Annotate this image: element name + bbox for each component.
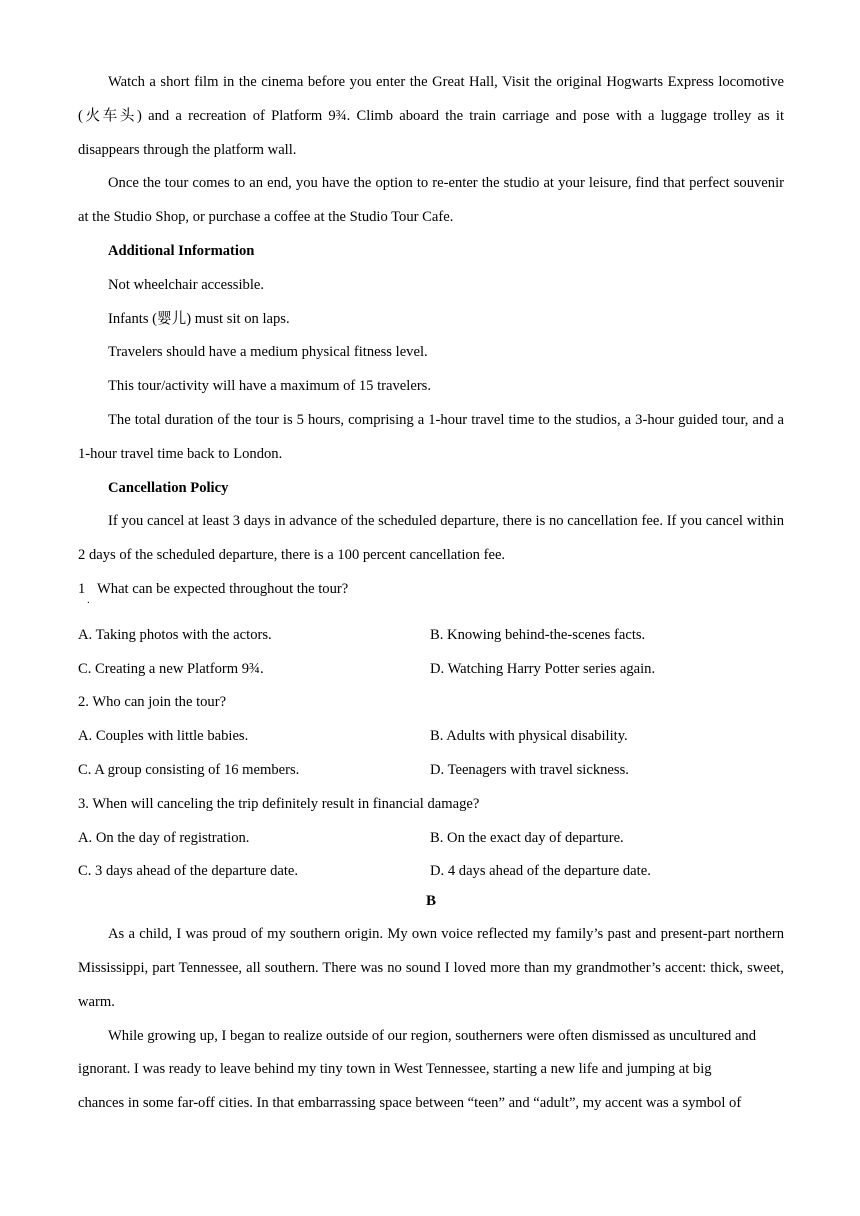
question-2-option-a: A. Couples with little babies. xyxy=(78,728,249,745)
additional-info-heading: Additional Information xyxy=(108,242,255,259)
question-3-options xyxy=(78,822,784,890)
question-1-option-b: B. Knowing behind-the-scenes facts. xyxy=(430,626,646,643)
passage-b-paragraph-1: As a child, I was proud of my southern origin. My own voice reflected my family’s past and present-part northern Mississippi, part Tennessee, all southern. There was no sound I loved more than my grandmother’s accent: thick, sweet, warm. xyxy=(78,926,784,1010)
passage-a-paragraph-1: Watch a short film in the cinema before you enter the Great Hall, Visit the original Hogwarts Express locomotive (火车头) and a recreation of Platform 9¾. Climb aboard the train carriage and pose with a luggage trolley as it disappears through the platform wall. xyxy=(78,74,784,158)
question-3-option-b: B. On the exact day of departure. xyxy=(430,829,624,846)
question-3-option-a: A. On the day of registration. xyxy=(78,829,250,846)
question-2-stem: 2. Who can join the tour? xyxy=(78,694,227,711)
passage-a-paragraph-2: Once the tour comes to an end, you have the option to re-enter the studio at your leisure, find that perfect souvenir at the Studio Shop, or purchase a coffee at the Studio Tour Cafe. xyxy=(78,175,784,226)
passage-b-paragraph-2-line-1: While growing up, I began to realize outside of our region, southerners were often dismissed as uncultured and xyxy=(108,1027,757,1044)
info-item-fitness: Travelers should have a medium physical fitness level. xyxy=(108,344,428,361)
question-1 xyxy=(78,573,784,607)
passage-b-paragraph-2-line-2: ignorant. I was ready to leave behind my tiny town in West Tennessee, starting a new life and jumping at big xyxy=(78,1061,712,1078)
question-3-stem: 3. When will canceling the trip definitely result in financial damage? xyxy=(78,795,480,812)
document-page xyxy=(78,66,784,1121)
info-item-duration: The total duration of the tour is 5 hours, comprising a 1-hour travel time to the studios, a 3-hour guided tour, and a 1-hour travel time back to London. xyxy=(78,411,784,462)
question-1-option-d: D. Watching Harry Potter series again. xyxy=(430,660,656,677)
passage-b-paragraph-2-line-3: chances in some far-off cities. In that embarrassing space between “teen” and “adult”, my accent was a symbol of xyxy=(78,1095,742,1112)
cancellation-heading: Cancellation Policy xyxy=(108,479,229,496)
passage-b-title: B xyxy=(425,893,436,910)
question-1-option-a: A. Taking photos with the actors. xyxy=(78,626,272,643)
question-1-number: 1 xyxy=(78,580,86,597)
question-2-options xyxy=(78,720,784,788)
cancellation-text: If you cancel at least 3 days in advance of the scheduled departure, there is no cancellation fee. If you cancel within 2 days of the scheduled departure, there is a 100 percent cancellation fee. xyxy=(78,513,784,564)
question-3-option-c: C. 3 days ahead of the departure date. xyxy=(78,863,299,880)
question-1-stem: What can be expected throughout the tour? xyxy=(97,580,349,597)
question-2-option-b: B. Adults with physical disability. xyxy=(430,728,628,745)
info-item-max-travelers: This tour/activity will have a maximum of 15 travelers. xyxy=(108,378,432,395)
question-2-option-d: D. Teenagers with travel sickness. xyxy=(430,761,629,778)
question-1-dot: . xyxy=(87,593,90,606)
question-1-options xyxy=(78,619,784,687)
question-3-option-d: D. 4 days ahead of the departure date. xyxy=(430,863,651,880)
info-item-infants: Infants (婴儿) must sit on laps. xyxy=(108,310,290,327)
question-2-option-c: C. A group consisting of 16 members. xyxy=(78,761,300,778)
info-item-wheelchair: Not wheelchair accessible. xyxy=(108,276,264,293)
question-1-option-c: C. Creating a new Platform 9¾. xyxy=(78,660,264,677)
